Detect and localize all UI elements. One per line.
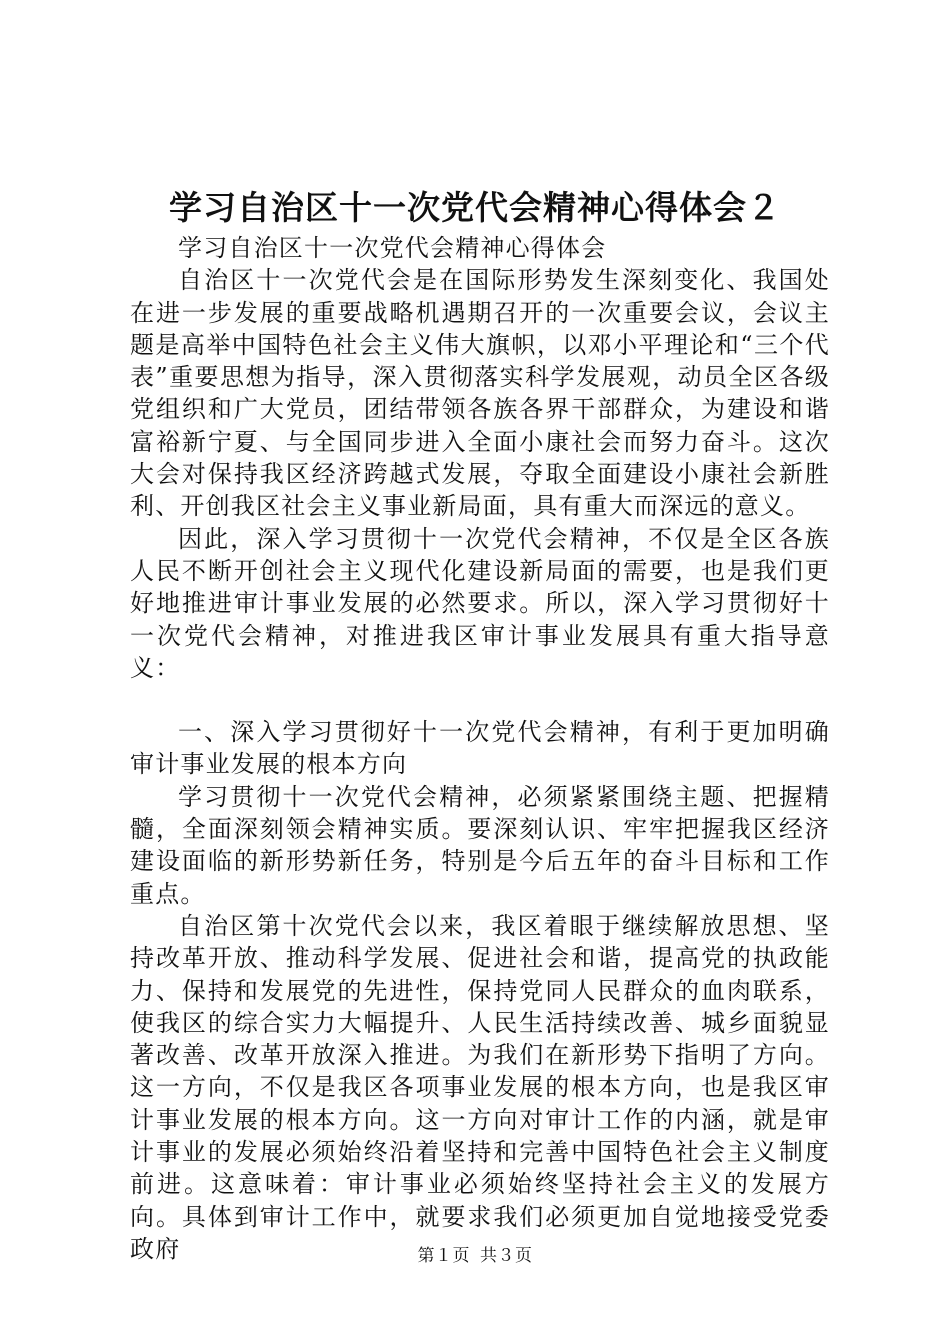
page-total: 共３页 <box>480 1246 533 1266</box>
paragraph-direction: 自治区第十次党代会以来，我区着眼于继续解放思想、坚持改革开放、推动科学发展、促进社会和谐，提高党的执政能力、保持和发展党的先进性，保持党同人民群众的血肉联系，使我区的综合实力大幅提升、人民生活持续改善、城乡面貌显著改善、改革开放深入推进。为我们在新形势下指明了方向。这一方向，不仅是我区各项事业发展的根本方向，也是我区审计事业发展的根本方向。这一方向对审计工作的内涵，就是审计事业的发展必须始终沿着坚持和完善中国特色社会主义制度前进。这意味着：审计事业必须始终坚持社会主义的发展方向。具体到审计工作中，就要求我们必须更加自觉地接受党委政府 <box>130 911 830 1263</box>
document-subtitle: 学习自治区十一次党代会精神心得体会 <box>178 234 607 262</box>
document-body <box>130 232 830 1265</box>
document-title: 学习自治区十一次党代会精神心得体会２ <box>169 188 781 227</box>
paragraph-study: 学习贯彻十一次党代会精神，必须紧紧围绕主题、把握精髓，全面深刻领会精神实质。要深刻认识、牢牢把握我区经济建设面临的新形势新任务，特别是今后五年的奋斗目标和工作重点。 <box>130 782 830 908</box>
paragraph-spacer <box>130 684 830 716</box>
page-number: 第１页 <box>417 1246 470 1266</box>
page-footer <box>0 1244 950 1268</box>
section-heading-1: 一、深入学习贯彻好十一次党代会精神，有利于更加明确审计事业发展的根本方向 <box>130 718 830 779</box>
paragraph-significance: 因此，深入学习贯彻十一次党代会精神，不仅是全区各族人民不断开创社会主义现代化建设新局面的需要，也是我们更好地推进审计事业发展的必然要求。所以，深入学习贯彻好十一次党代会精神，对推进我区审计事业发展具有重大指导意义： <box>130 524 830 682</box>
paragraph-intro: 自治区十一次党代会是在国际形势发生深刻变化、我国处在进一步发展的重要战略机遇期召开的一次重要会议，会议主题是高举中国特色社会主义伟大旗帜，以邓小平理论和“三个代表”重要思想为指导，深入贯彻落实科学发展观，动员全区各级党组织和广大党员，团结带领各族各界干部群众，为建设和谐富裕新宁夏、与全国同步进入全面小康社会而努力奋斗。这次大会对保持我区经济跨越式发展，夺取全面建设小康社会新胜利、开创我区社会主义事业新局面，具有重大而深远的意义。 <box>130 266 830 521</box>
